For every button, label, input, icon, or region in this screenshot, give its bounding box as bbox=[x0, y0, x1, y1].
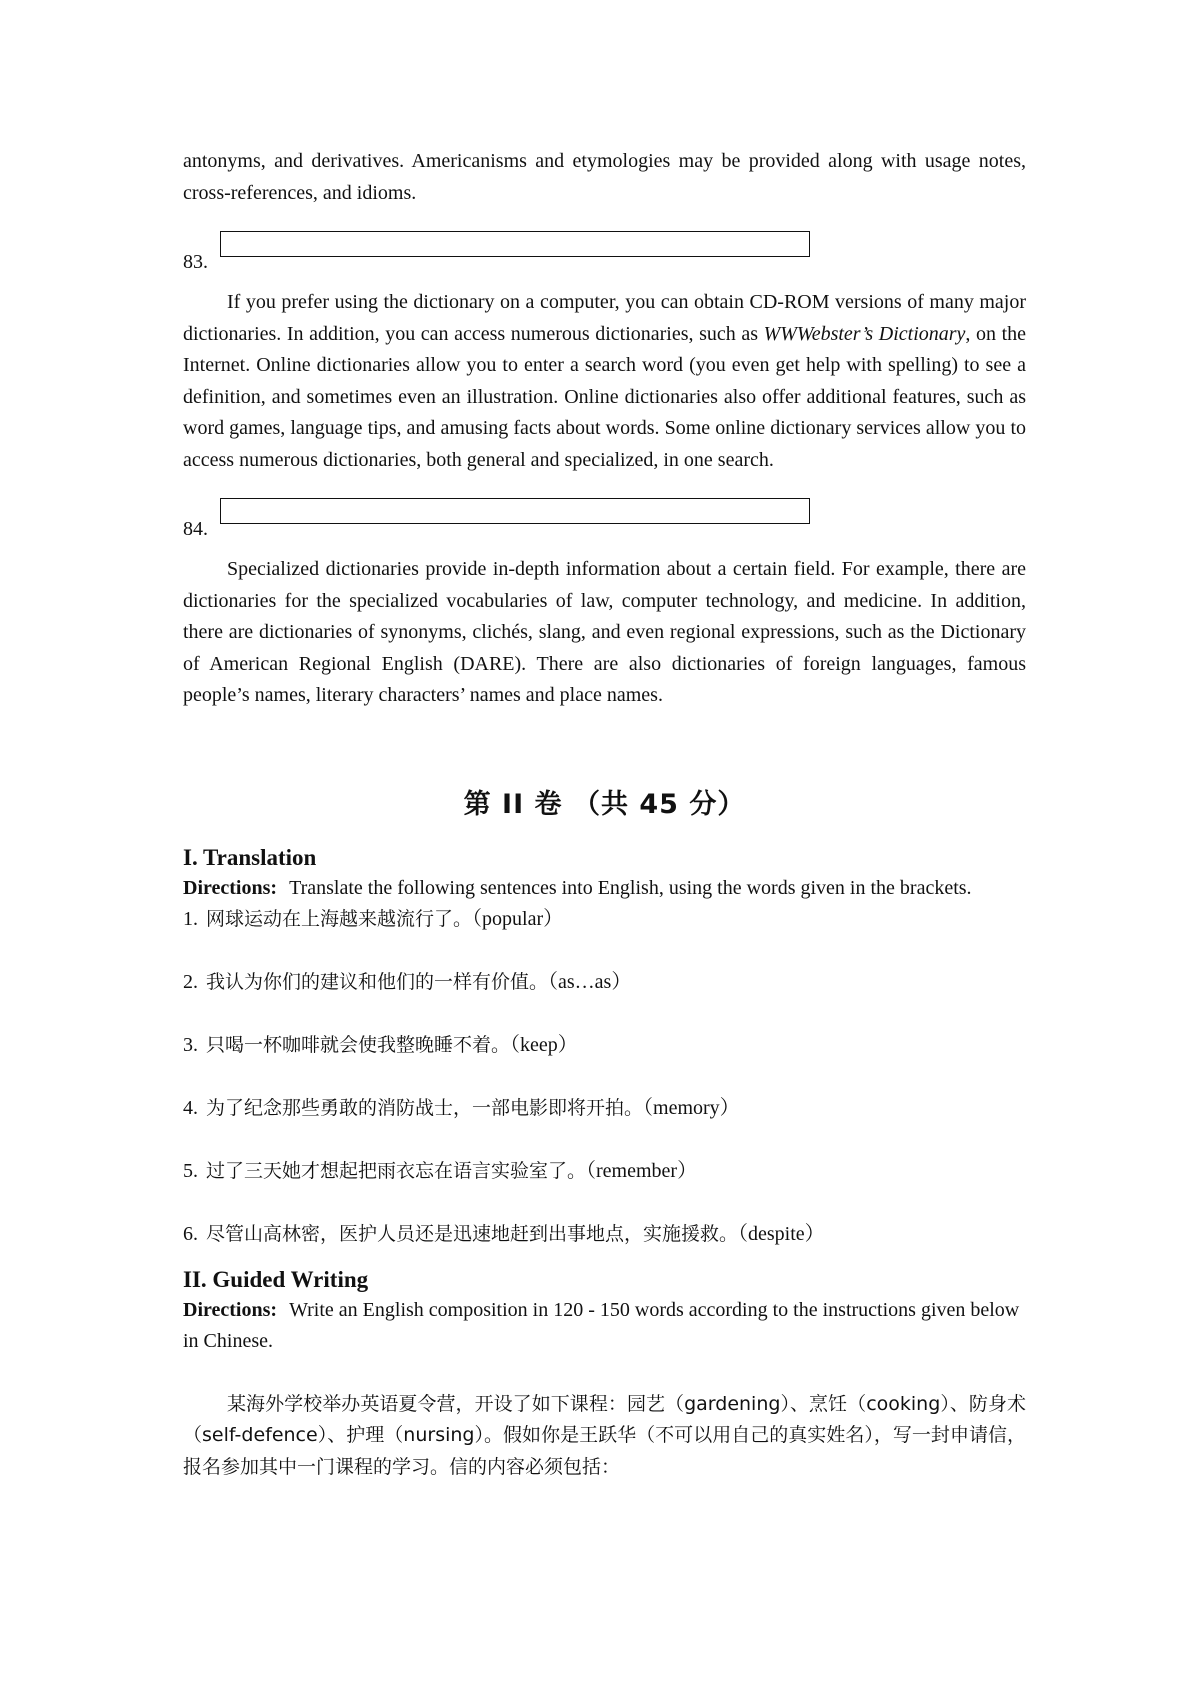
prompt-text: 某海外学校举办英语夏令营，开设了如下课程：园艺（gardening）、烹饪（cooking）、防身术（self-defence）、护理（nursing）。假如你是王跃华（不可以用自己的真实姓名），写一封申请信，报名参加其中一门课程的学习。信的内容必须包括： bbox=[183, 1392, 1026, 1478]
section-heading-writing: II. Guided Writing bbox=[183, 1266, 369, 1292]
translation-item bbox=[183, 1156, 1026, 1188]
translation-directions bbox=[183, 873, 1026, 905]
item-chinese: 网球运动在上海越来越流行了。 bbox=[206, 908, 473, 930]
directions-text: Translate the following sentences into English, using the words given in the brackets. bbox=[289, 876, 972, 899]
item-number: 6. bbox=[183, 1223, 198, 1245]
item-chinese: 为了纪念那些勇敢的消防战士，一部电影即将开拍。 bbox=[206, 1097, 644, 1119]
directions-text: Write an English composition in 120 - 150 words according to the instructions given below in Chinese. bbox=[183, 1298, 1020, 1352]
writing-prompt bbox=[183, 1389, 1026, 1484]
document-page bbox=[183, 146, 1026, 1483]
passage-text: , on the Internet. Online dictionaries allow you to enter a search word (you even get help with spelling) to see a definition, and sometimes even an illustration. Online dictionaries also offer additional features, such as word games, language tips, and amusing facts about words. Some online dictionary services allow you to access numerous dictionaries, both general and specialized, in one search. bbox=[183, 322, 1026, 471]
item-number: 5. bbox=[183, 1160, 198, 1182]
translation-item bbox=[183, 1093, 1026, 1125]
passage-paragraph-computer bbox=[183, 287, 1026, 476]
translation-item bbox=[183, 967, 1026, 999]
translation-item bbox=[183, 904, 1026, 936]
item-hint: （popular） bbox=[472, 908, 564, 930]
section-heading-translation: I. Translation bbox=[183, 844, 317, 870]
passage-text: If you prefer using the dictionary on a computer, you can obtain CD-ROM versions of many major dictionaries. In addition, you can access numerous dictionaries, such as bbox=[183, 291, 1026, 345]
item-hint: （memory） bbox=[643, 1097, 740, 1119]
directions-label: Directions: bbox=[183, 1298, 278, 1321]
item-number: 4. bbox=[183, 1097, 198, 1119]
gap-number: 84. bbox=[183, 518, 208, 540]
translation-items bbox=[183, 904, 1026, 1251]
item-chinese: 过了三天她才想起把雨衣忘在语言实验室了。 bbox=[206, 1160, 587, 1182]
gap-83 bbox=[183, 231, 1026, 273]
item-hint: （as…as） bbox=[548, 971, 632, 993]
item-hint: （despite） bbox=[738, 1223, 825, 1245]
item-hint: （keep） bbox=[510, 1034, 578, 1056]
passage-paragraph-specialized: Specialized dictionaries provide in-depth information about a certain field. For example, there are dictionaries for the specialized vocabularies of law, computer technology, and medicine. In addition, there are dictionaries of synonyms, clichés, slang, and even regional expressions, such as the Dictionary of American Regional English (DARE). There are also dictionaries of foreign languages, famous people’s names, literary characters’ names and place names. bbox=[183, 558, 1026, 706]
passage-paragraph: antonyms, and derivatives. Americanisms and etymologies may be provided along with usage notes, cross-references, and idioms. bbox=[183, 150, 1026, 204]
gap-84 bbox=[183, 498, 1026, 540]
translation-item bbox=[183, 1219, 1026, 1251]
gap-number: 83. bbox=[183, 251, 208, 273]
item-chinese: 尽管山高林密，医护人员还是迅速地赶到出事地点，实施援救。 bbox=[206, 1223, 739, 1245]
translation-item bbox=[183, 1030, 1026, 1062]
answer-box-83[interactable] bbox=[220, 231, 810, 257]
item-number: 2. bbox=[183, 971, 198, 993]
answer-box-84[interactable] bbox=[220, 498, 810, 524]
item-hint: （remember） bbox=[586, 1160, 698, 1182]
volume-title: 第 II 卷 （共 45 分） bbox=[463, 788, 746, 820]
item-chinese: 我认为你们的建议和他们的一样有价值。 bbox=[206, 971, 549, 993]
item-chinese: 只喝一杯咖啡就会使我整晚睡不着。 bbox=[206, 1034, 511, 1056]
directions-label: Directions: bbox=[183, 876, 278, 899]
writing-directions bbox=[183, 1295, 1026, 1358]
item-number: 1. bbox=[183, 908, 198, 930]
item-number: 3. bbox=[183, 1034, 198, 1056]
dictionary-title: WWWebster’s Dictionary bbox=[763, 322, 966, 345]
